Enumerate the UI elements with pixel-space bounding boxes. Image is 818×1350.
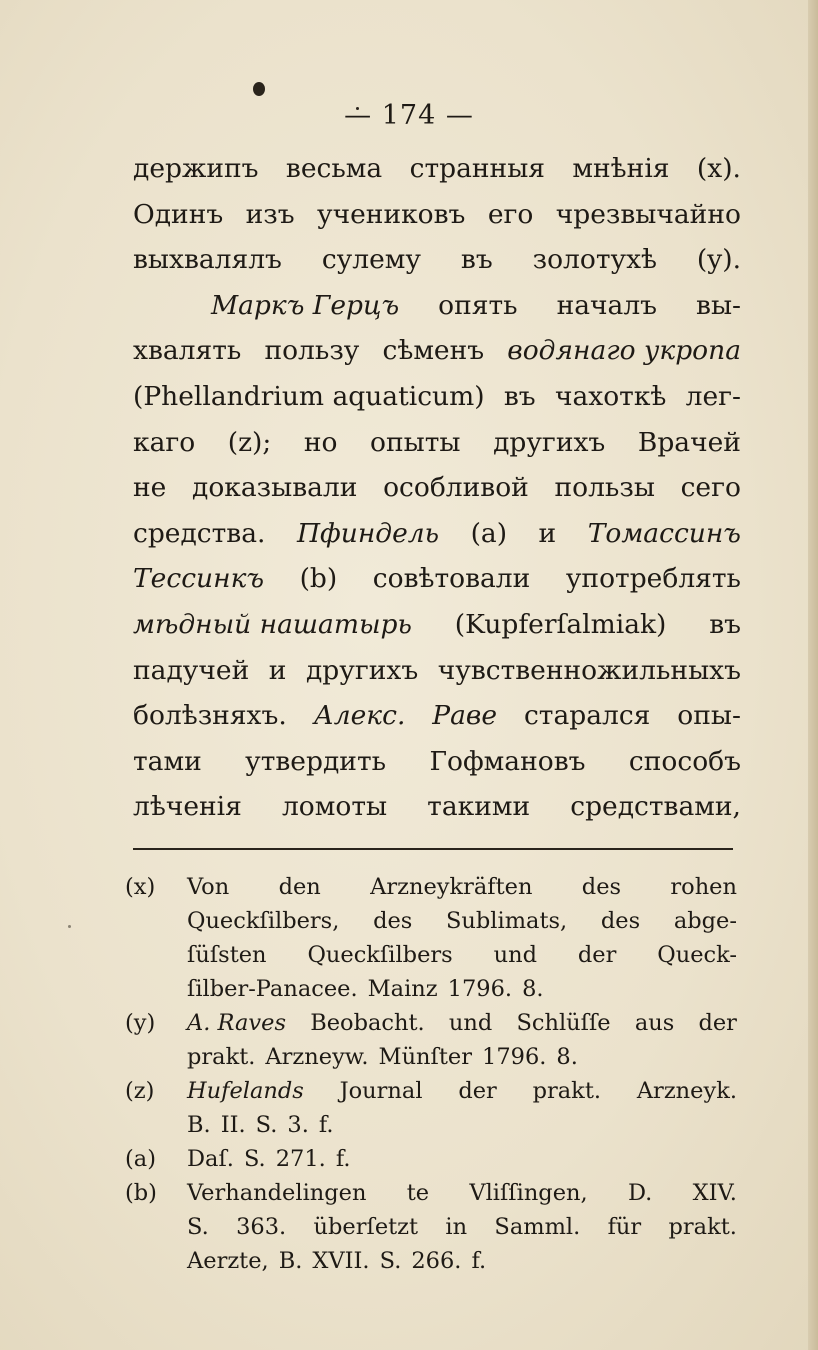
word: Queckſilbers, <box>187 908 340 934</box>
text-line <box>133 556 741 602</box>
page-edge <box>808 0 818 1350</box>
word: überſetzt <box>313 1214 419 1240</box>
text-line <box>133 192 741 238</box>
footnote-body <box>187 870 737 1006</box>
word: und <box>448 1010 493 1036</box>
footnote-line <box>187 1006 737 1040</box>
word: Münſter <box>378 1044 472 1070</box>
word: 271. <box>275 1146 326 1172</box>
word: Врачей <box>637 426 741 458</box>
word: rohen <box>670 874 737 900</box>
word: abge- <box>673 908 737 934</box>
word: ломоты <box>281 791 388 823</box>
footnote-line <box>187 938 737 972</box>
footnote <box>125 1176 737 1278</box>
word: водянаго укропа <box>507 335 741 367</box>
footnote-line <box>187 904 737 938</box>
word: другихъ <box>305 654 419 686</box>
page-number: — 174 — <box>344 100 474 131</box>
footnote-mark: (a) <box>125 1146 156 1172</box>
footnote <box>125 1074 737 1142</box>
word: (Phellandrium aquaticum) <box>133 380 485 412</box>
word: S. <box>255 1112 278 1138</box>
word: XVII. <box>312 1248 370 1274</box>
word: не <box>133 472 167 504</box>
word: Samml. <box>494 1214 581 1240</box>
footnote-mark: (y) <box>125 1010 156 1036</box>
word: сего <box>680 472 741 504</box>
text-line <box>133 602 741 648</box>
text-line <box>133 511 741 557</box>
word: Одинъ <box>133 198 224 230</box>
word: началъ <box>556 289 658 321</box>
word: особливой <box>383 472 529 504</box>
ink-speck <box>253 82 265 96</box>
word: тами <box>133 745 202 777</box>
word: B. <box>278 1248 303 1274</box>
word: 8. <box>522 976 544 1002</box>
word: его <box>487 198 534 230</box>
word: Schlüſſe <box>516 1010 611 1036</box>
word: in <box>445 1214 468 1240</box>
text-line <box>133 283 741 329</box>
word: пользу <box>264 335 360 367</box>
footnote-mark: (b) <box>125 1180 157 1206</box>
word: des <box>581 874 622 900</box>
text-line <box>133 648 741 694</box>
text-line <box>133 693 741 739</box>
word: ſüſsten <box>187 942 267 968</box>
word: der <box>458 1078 497 1104</box>
word: способъ <box>628 745 741 777</box>
word: Маркъ Герцъ <box>211 289 400 321</box>
word: ſilber-Panacee. <box>187 976 358 1002</box>
word: мѣдный нашатырь <box>133 608 412 640</box>
footnotes <box>125 870 737 1278</box>
footnote-mark: (x) <box>125 874 156 900</box>
word: и <box>268 654 287 686</box>
footnote-line <box>187 870 737 904</box>
word: Arzneyw. <box>265 1044 369 1070</box>
footnote-rule <box>133 848 733 850</box>
word: (x). <box>696 153 741 184</box>
footnote-body <box>187 1006 737 1074</box>
footnote-mark: (z) <box>125 1078 155 1104</box>
word: 363. <box>236 1214 287 1240</box>
word: D. <box>627 1180 653 1206</box>
footnote-line <box>187 972 737 1006</box>
word: учениковъ <box>317 198 466 230</box>
word: den <box>278 874 321 900</box>
word: лѣченія <box>133 791 242 823</box>
text-line <box>133 374 741 420</box>
word: (a) <box>470 517 508 549</box>
text-line <box>133 784 741 830</box>
word: странныя <box>409 153 546 184</box>
word: 8. <box>556 1044 578 1070</box>
word: f. <box>471 1248 487 1274</box>
text-line <box>133 465 741 511</box>
word: утвердить <box>245 745 387 777</box>
word: старался <box>523 700 651 732</box>
word: держипъ <box>133 153 259 184</box>
word: чахоткѣ <box>554 380 667 412</box>
word: Vliſſingen, <box>469 1180 588 1206</box>
word: Пфиндель <box>296 517 440 549</box>
word: (Kupferſalmiak) <box>454 608 667 640</box>
word: II. <box>220 1112 246 1138</box>
word: Verhandelingen <box>187 1180 367 1206</box>
word: Aerzte, <box>187 1248 269 1274</box>
word: für <box>607 1214 642 1240</box>
footnote-body <box>187 1176 737 1278</box>
word: употреблять <box>565 563 741 595</box>
word: te <box>406 1180 430 1206</box>
footnote <box>125 870 737 1006</box>
word: такими <box>427 791 531 823</box>
word: сѣменъ <box>382 335 485 367</box>
word: prakt. <box>532 1078 602 1104</box>
word: въ <box>460 244 493 276</box>
word: des <box>373 908 413 934</box>
word: S. <box>187 1214 209 1240</box>
word: der <box>698 1010 737 1036</box>
word: каго <box>133 426 196 458</box>
word: въ <box>503 380 536 412</box>
word: чувственножильныхъ <box>437 654 741 686</box>
word: лег- <box>685 380 741 412</box>
word: сулему <box>321 244 421 276</box>
word: Arzneyk. <box>636 1078 737 1104</box>
text-line <box>133 739 741 785</box>
footnote-line <box>187 1040 737 1074</box>
word: aus <box>634 1010 675 1036</box>
word: чрезвычайно <box>555 198 741 230</box>
word: Hufelands <box>187 1078 304 1104</box>
footnote-line <box>187 1142 737 1176</box>
word: (b) <box>299 563 338 595</box>
word: B. <box>187 1112 211 1138</box>
word: другихъ <box>493 426 606 458</box>
ink-speck <box>68 925 71 928</box>
word: f. <box>318 1112 334 1138</box>
word: Arzneykräften <box>370 874 533 900</box>
word: опы- <box>677 700 741 732</box>
word: Алекс. <box>313 700 406 732</box>
main-text <box>133 146 741 830</box>
word: A. Raves <box>187 1010 286 1036</box>
footnote-line <box>187 1176 737 1210</box>
word: Раве <box>432 700 498 732</box>
word: выхвалялъ <box>133 244 282 276</box>
word: der <box>577 942 617 968</box>
word: Queckſilbers <box>307 942 453 968</box>
text-line <box>133 420 741 466</box>
word: золотухѣ <box>532 244 657 276</box>
word: Von <box>187 874 230 900</box>
word: 266. <box>411 1248 462 1274</box>
text-line <box>133 328 741 374</box>
text-line <box>133 237 741 283</box>
word: опыты <box>370 426 461 458</box>
word: Гофмановъ <box>429 745 586 777</box>
word: Daſ. <box>187 1146 234 1172</box>
word: prakt. <box>668 1214 737 1240</box>
text-line <box>133 146 741 192</box>
word: (z); <box>227 426 272 458</box>
footnote-line <box>187 1210 737 1244</box>
word: Journal <box>339 1078 423 1104</box>
word: и <box>538 517 557 549</box>
footnote-line <box>187 1108 737 1142</box>
word: 1796. <box>447 976 513 1002</box>
word: f. <box>335 1146 351 1172</box>
word: пользы <box>554 472 655 504</box>
word: (y). <box>696 244 741 276</box>
footnote-line <box>187 1244 737 1278</box>
word: мнѣнія <box>572 153 670 184</box>
word: но <box>303 426 338 458</box>
footnote-line <box>187 1074 737 1108</box>
word: und <box>493 942 537 968</box>
word: болѣзняхъ. <box>133 700 287 732</box>
word: Mainz <box>367 976 438 1002</box>
footnote-body <box>187 1074 737 1142</box>
word: 1796. <box>482 1044 547 1070</box>
word: Queck- <box>657 942 737 968</box>
word: вы- <box>696 289 741 321</box>
word: S. <box>379 1248 402 1274</box>
word: изъ <box>245 198 295 230</box>
word: хвалять <box>133 335 242 367</box>
word: опять <box>438 289 518 321</box>
word: des <box>600 908 641 934</box>
footnote-body <box>187 1142 737 1176</box>
word: Томассинъ <box>587 517 741 549</box>
word: доказывали <box>192 472 358 504</box>
word: S. <box>243 1146 266 1172</box>
word: въ <box>709 608 741 640</box>
word: совѣтовали <box>372 563 531 595</box>
word: Тессинкъ <box>133 563 265 595</box>
word: prakt. <box>187 1044 256 1070</box>
word: Beobacht. <box>310 1010 425 1036</box>
word: XIV. <box>692 1180 737 1206</box>
word: 3. <box>287 1112 309 1138</box>
footnote <box>125 1006 737 1074</box>
word: средствами, <box>570 791 741 823</box>
word: Sublimats, <box>446 908 568 934</box>
word: весьма <box>285 153 383 184</box>
footnote <box>125 1142 737 1176</box>
word: средства. <box>133 517 266 549</box>
word: падучей <box>133 654 250 686</box>
